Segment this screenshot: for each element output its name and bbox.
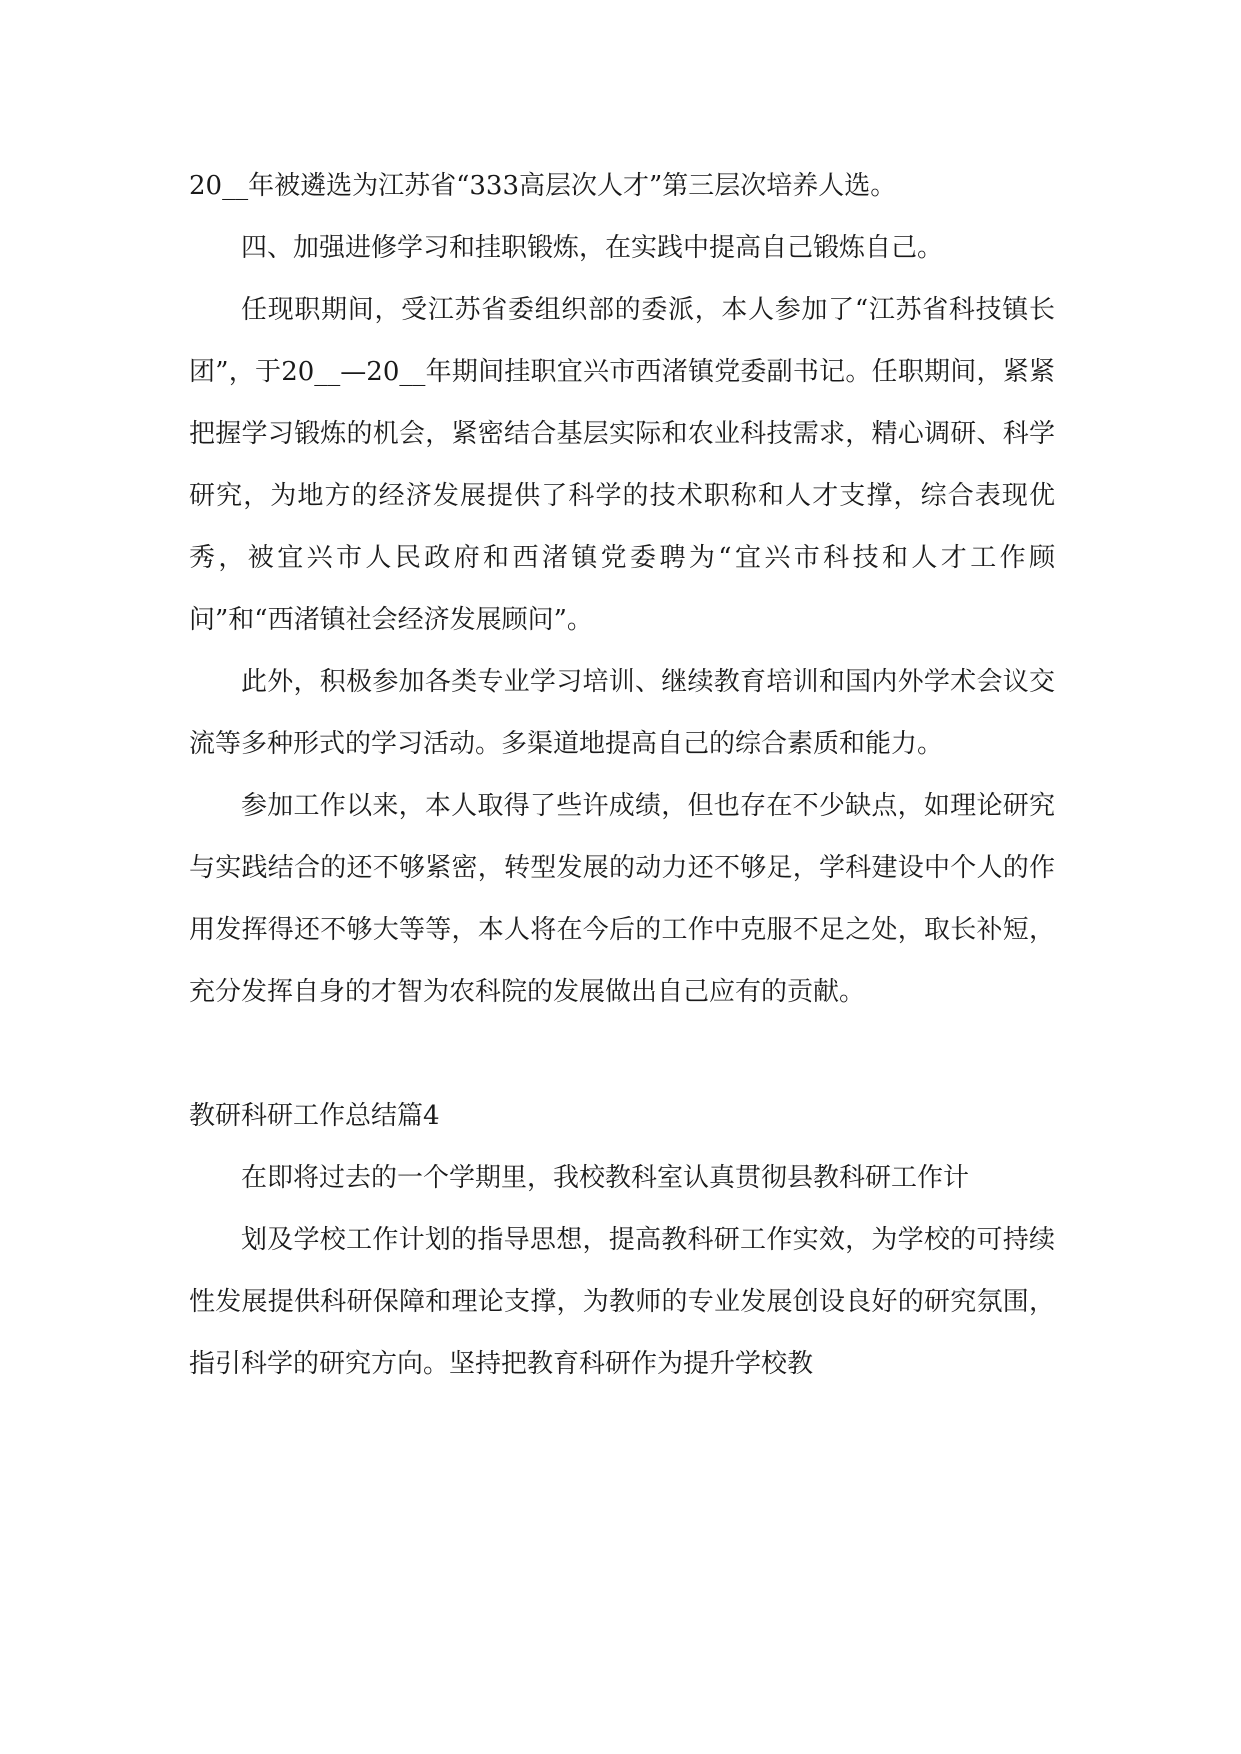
document-body [189, 155, 1055, 1395]
paragraph-section-four-title: 四、加强进修学习和挂职锻炼，在实践中提高自己锻炼自己。 [241, 233, 944, 263]
paragraph-semester-intro: 在即将过去的一个学期里，我校教科室认真贯彻县教科研工作计 [241, 1163, 970, 1193]
paragraph-shortcomings: 参加工作以来，本人取得了些许成绩，但也存在不少缺点，如理论研究与实践结合的还不够紧密，转型发展的动力还不够足，学科建设中个人的作用发挥得还不够大等等，本人将在今后的工作中克服不足之处，取长补短，充分发挥自身的才智为农科院的发展做出自己应有的贡献。 [189, 791, 1055, 1007]
section-spacer [189, 1023, 1055, 1085]
paragraph-secondment: 任现职期间，受江苏省委组织部的委派，本人参加了“江苏省科技镇长团”，于20__—20__年期间挂职宜兴市西渚镇党委副书记。任职期间，紧紧把握学习锻炼的机会，紧密结合基层实际和农业科技需求，精心调研、科学研究，为地方的经济发展提供了科学的技术职称和人才支撑，综合表现优秀，被宜兴市人民政府和西渚镇党委聘为“宜兴市科技和人才工作顾问”和“西渚镇社会经济发展顾问”。 [189, 295, 1055, 635]
paragraph-training: 此外，积极参加各类专业学习培训、继续教育培训和国内外学术会议交流等多种形式的学习活动。多渠道地提高自己的综合素质和能力。 [189, 667, 1055, 759]
section-heading: 教研科研工作总结篇4 [189, 1101, 440, 1131]
paragraph-guiding-thought: 划及学校工作计划的指导思想，提高教科研工作实效，为学校的可持续性发展提供科研保障和理论支撑，为教师的专业发展创设良好的研究氛围，指引科学的研究方向。坚持把教育科研作为提升学校教 [189, 1225, 1055, 1379]
paragraph-talent-selection: 20__年被遴选为江苏省“333高层次人才”第三层次培养人选。 [189, 171, 897, 201]
